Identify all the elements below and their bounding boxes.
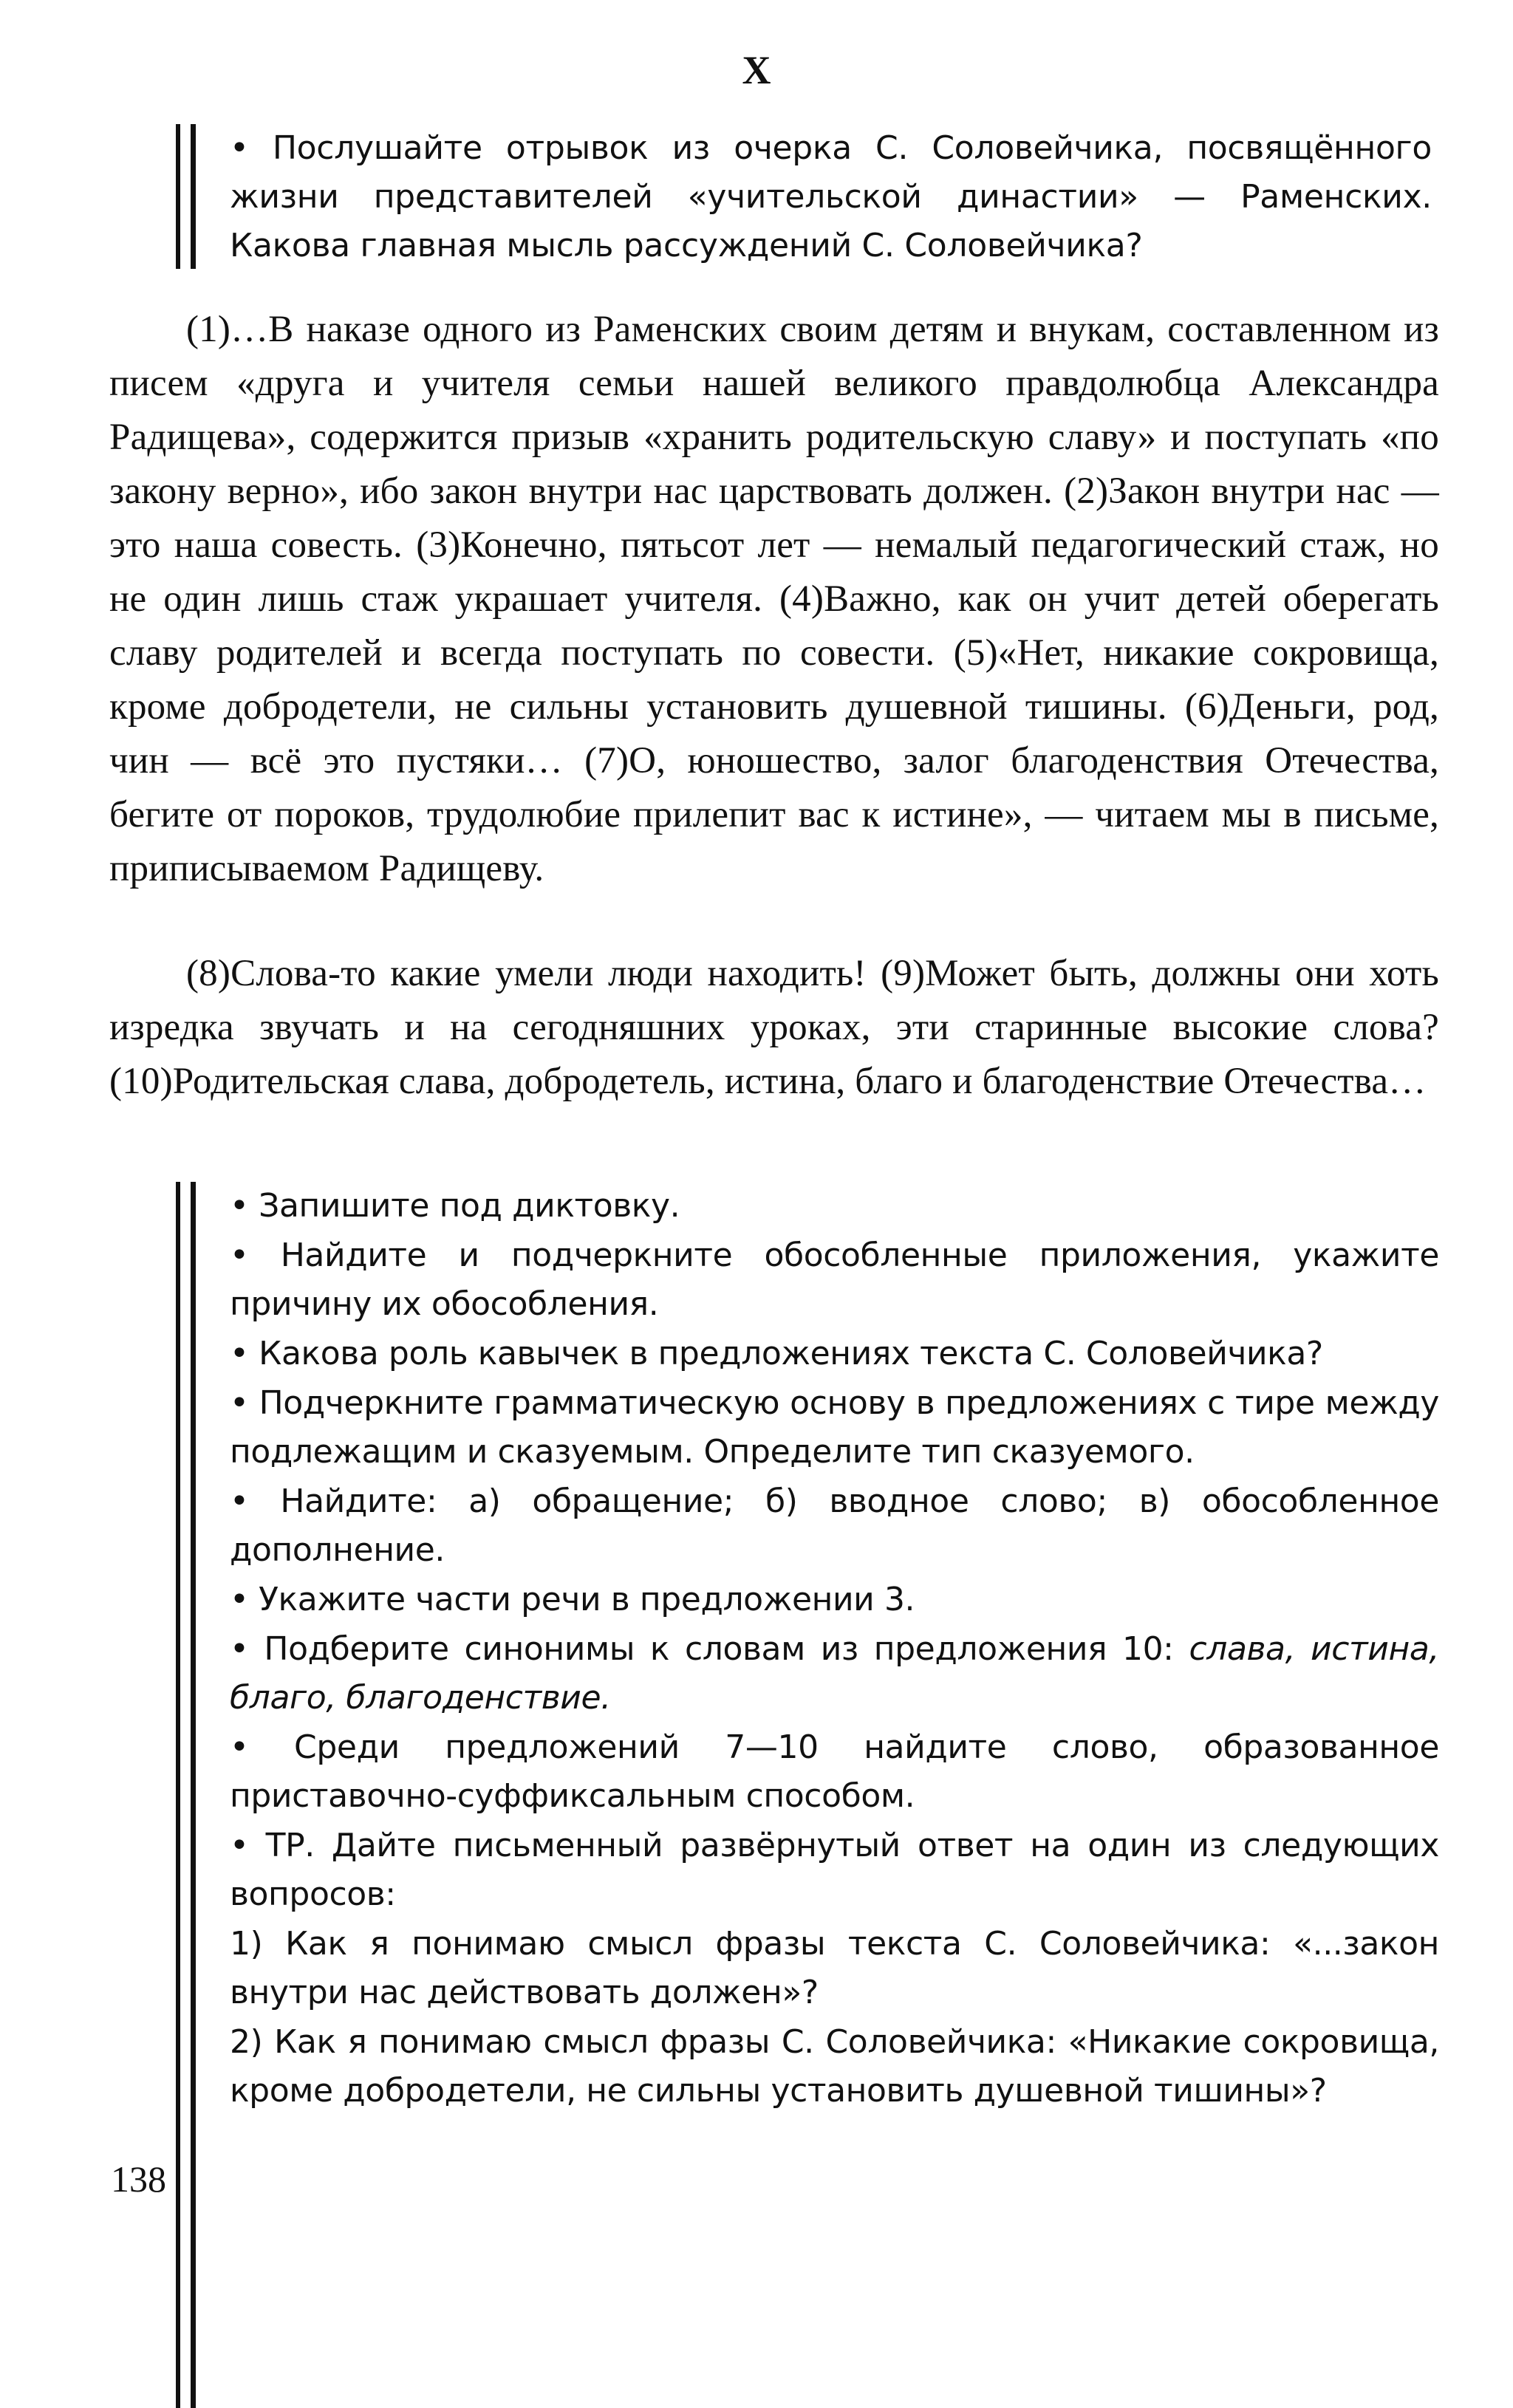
task-item: • Какова роль кавычек в предложениях текста С. Соловейчика? [230,1335,1323,1372]
task-question: 2) Как я понимаю смысл фразы С. Соловейчика: «Никакие сокровища, кроме добродетели, не сильны установить душевной тишины»? [230,2023,1439,2110]
task-item: • Укажите части речи в предложении 3. [230,1581,915,1618]
task-question: 1) Как я понимаю смысл фразы текста С. Соловейчика: «...закон внутри нас действовать должен»? [230,1925,1439,2011]
task-item-synonyms [230,1625,1439,1723]
task-item: • Найдите и подчеркните обособленные приложения, укажите причину их обособления. [230,1237,1439,1323]
task-item: • Подчеркните грамматическую основу в предложениях с тире между подлежащим и сказуемым. Определите тип сказуемого. [230,1384,1439,1471]
excerpt-text-2: (8)Слова-то какие умели люди находить! (9)Может быть, должны они хоть изредка звучать и на сегодняшних уроках, эти старинные высокие слова? (10)Родительская слава, добродетель, истина, благо и благоденствие Отечества… [109,953,1439,1102]
section-mark: X [742,48,771,92]
excerpt-text-1: (1)…В наказе одного из Раменских своим детям и внукам, составленном из писем «друга и учителя семьи нашей великого правдолюбца Александра Радищева», содержится призыв «хранить родительскую славу» и поступать «по закону верно», ибо закон внутри нас царствовать должен. (2)Закон внутри нас — это наша совесть. (3)Конечно, пятьсот лет — немалый педагогический стаж, но не один лишь стаж украшает учителя. (4)Важно, как он учит детей оберегать славу родителей и всегда поступать по совести. (5)«Нет, никакие сокровища, кроме добродетели, не сильны установить душевной тишины. (6)Деньги, род, чин — всё это пустяки… (7)О, юношество, залог благоденствия Отечества, бегите от пороков, трудолюбие прилепит вас к истине», — читаем мы в письме, приписываемом Радищеву. [109,309,1439,889]
task-item-lead: • Подберите синонимы к словам из предложения 10: [230,1630,1189,1668]
excerpt-paragraph-2 [109,947,1439,1109]
task-item: • Запишите под диктовку. [230,1187,680,1225]
task-item: • ТР. Дайте письменный развёрнутый ответ на один из следующих вопросов: [230,1827,1439,1913]
listening-task-box [191,124,1432,269]
task-item: • Найдите: а) обращение; б) вводное слово; в) обособленное дополнение. [230,1482,1439,1569]
task-item: • Среди предложений 7—10 найдите слово, образованное приставочно-суффиксальным способом. [230,1728,1439,1815]
excerpt-paragraph-1 [109,303,1439,896]
listening-task-text: • Послушайте отрывок из очерка С. Соловейчика, посвящённого жизни представителей «учительской династии» — Раменских. Какова главная мысль рассуждений С. Соловейчика? [230,129,1432,264]
page-number: 138 [111,2158,166,2200]
exercise-task-box [191,1182,1439,2408]
task-item-words: слава, истина, благо, благоденствие. [230,1630,1439,1717]
